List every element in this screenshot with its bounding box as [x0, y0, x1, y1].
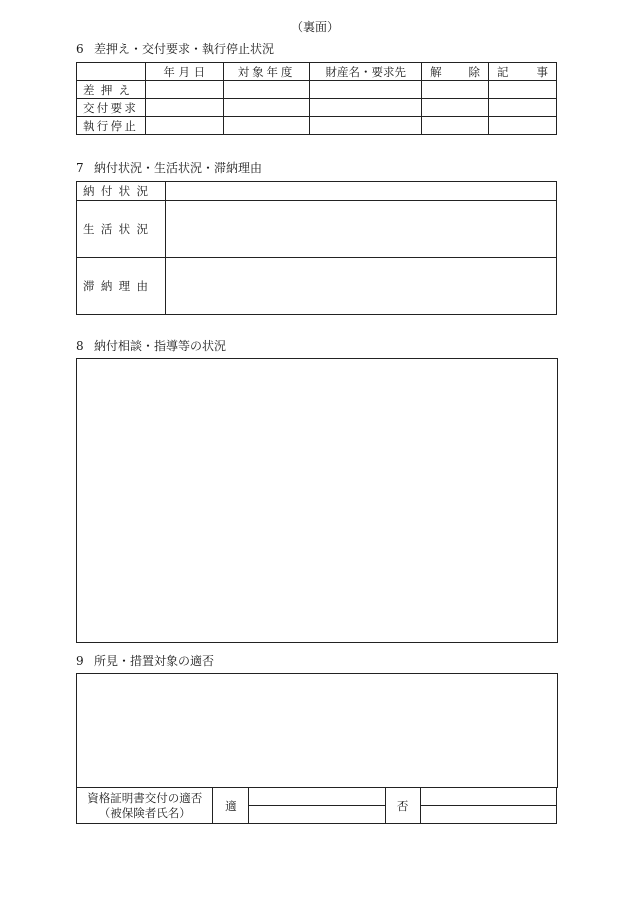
delinquency-reason-field[interactable] [166, 258, 557, 315]
qualification-line1: 資格証明書交付の適否 [87, 790, 203, 805]
cell-input[interactable] [489, 117, 557, 135]
section9-title [76, 652, 214, 669]
cell-input[interactable] [489, 81, 557, 99]
qualification-table [76, 787, 557, 824]
no-field-bottom[interactable] [420, 806, 556, 824]
section8-title [76, 337, 226, 354]
col-property-header: 財産名・要求先 [310, 63, 422, 81]
payment-status-label: 納付状況 [77, 182, 166, 201]
cell-input[interactable] [422, 99, 489, 117]
cell-input[interactable] [310, 117, 422, 135]
cell-input[interactable] [145, 117, 223, 135]
cell-input[interactable] [223, 99, 310, 117]
section7-title-text: 納付状況・生活状況・滞納理由 [94, 161, 263, 175]
col-release-header: 解 除 [422, 63, 489, 81]
section7-number: 7 [76, 161, 84, 175]
living-status-label: 生活状況 [77, 201, 166, 258]
table-row [77, 201, 557, 258]
table-row [77, 788, 557, 806]
consultation-notes-box[interactable] [76, 358, 558, 643]
table-row [77, 99, 557, 117]
table-row [77, 182, 557, 201]
table-row [77, 117, 557, 135]
col-date-header: 年 月 日 [145, 63, 223, 81]
cell-input[interactable] [310, 99, 422, 117]
delinquency-reason-label: 滞納理由 [77, 258, 166, 315]
living-status-table [76, 181, 557, 315]
table-row [77, 81, 557, 99]
no-field-top[interactable] [420, 788, 556, 806]
section8-number: 8 [76, 339, 84, 353]
cell-input[interactable] [223, 81, 310, 99]
cell-input[interactable] [422, 81, 489, 99]
cell-input[interactable] [145, 99, 223, 117]
table-header-row [77, 63, 557, 81]
col-notes-header: 記 事 [489, 63, 557, 81]
qualification-line2: （被保険者氏名） [98, 805, 191, 820]
findings-box[interactable] [76, 673, 558, 788]
section8-title-text: 納付相談・指導等の状況 [94, 339, 227, 353]
payment-status-field[interactable] [166, 182, 557, 201]
yes-field-bottom[interactable] [249, 806, 385, 824]
row-delivery-request-label: 交付要求 [77, 99, 146, 117]
col-target-year-header: 対象年度 [223, 63, 310, 81]
section7-title [76, 159, 262, 176]
cell-input[interactable] [422, 117, 489, 135]
section6-title [76, 40, 274, 57]
table-row [77, 258, 557, 315]
corner-cell [77, 63, 146, 81]
section9-number: 9 [76, 654, 84, 668]
section9-title-text: 所見・措置対象の適否 [94, 654, 215, 668]
cell-input[interactable] [310, 81, 422, 99]
page-header: （裏面） [290, 20, 339, 34]
option-no-label: 否 [385, 788, 420, 824]
cell-input[interactable] [223, 117, 310, 135]
section6-number: 6 [76, 42, 84, 56]
yes-field-top[interactable] [249, 788, 385, 806]
qualification-label [77, 788, 213, 824]
cell-input[interactable] [145, 81, 223, 99]
seizure-status-table [76, 62, 557, 135]
row-seizure-label: 差押え [77, 81, 146, 99]
option-yes-label: 適 [213, 788, 249, 824]
section6-title-text: 差押え・交付要求・執行停止状況 [94, 42, 275, 56]
row-stay-label: 執行停止 [77, 117, 146, 135]
living-status-field[interactable] [166, 201, 557, 258]
cell-input[interactable] [489, 99, 557, 117]
